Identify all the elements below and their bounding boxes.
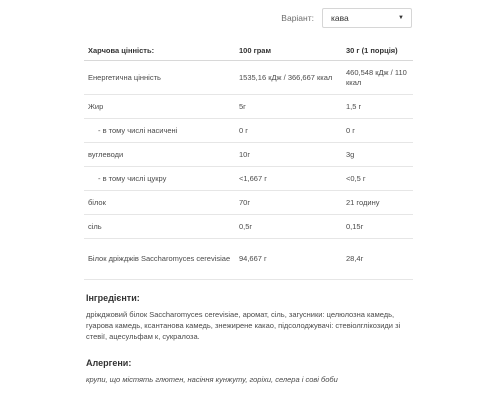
row-value-100g: 1535,16 кДж / 366,667 ккал: [235, 61, 342, 95]
table-row: [84, 95, 413, 119]
row-value-30g: 460,548 кДж / 110 ккал: [342, 61, 413, 95]
row-name: Білок дріжджів Saccharomyces cerevisiae: [84, 239, 235, 280]
row-name: Енергетична цінність: [84, 61, 235, 95]
table-row: [84, 167, 413, 191]
row-value-30g: 0,15г: [342, 215, 413, 239]
table-row: [84, 215, 413, 239]
row-value-100g: 5г: [235, 95, 342, 119]
variant-selected-value: кава: [331, 13, 349, 23]
variant-select[interactable]: [322, 8, 412, 28]
table-row: [84, 191, 413, 215]
nutrition-table: [84, 40, 413, 280]
row-value-100g: <1,667 г: [235, 167, 342, 191]
row-value-30g: 21 годину: [342, 191, 413, 215]
table-row: [84, 119, 413, 143]
row-value-100g: 94,667 г: [235, 239, 342, 280]
row-name: білок: [84, 191, 235, 215]
allergens-text-wrapper: [86, 374, 416, 385]
row-value-30g: <0,5 г: [342, 167, 413, 191]
allergens-section: [86, 358, 416, 385]
ingredients-section: [86, 293, 416, 342]
table-row: [84, 239, 413, 280]
row-name: вуглеводи: [84, 143, 235, 167]
allergens-title: Алергени:: [86, 358, 132, 368]
row-value-30g: 28,4г: [342, 239, 413, 280]
table-row: [84, 143, 413, 167]
variant-selector-row: [281, 8, 412, 28]
chevron-down-icon: ▼: [398, 15, 404, 21]
row-value-100g: 10г: [235, 143, 342, 167]
row-value-30g: 1,5 г: [342, 95, 413, 119]
allergens-text: крупи, що містять глютен, насіння кунжуту, горіхи, селера і сові боби: [86, 375, 338, 384]
row-value-30g: 0 г: [342, 119, 413, 143]
row-value-100g: 0,5г: [235, 215, 342, 239]
header-30g: 30 г (1 порція): [342, 40, 413, 61]
row-name: - в тому числі цукру: [84, 167, 235, 191]
table-row: [84, 61, 413, 95]
table-header-row: [84, 40, 413, 61]
header-nutrition: Харчова цінність:: [84, 40, 235, 61]
row-name: Жир: [84, 95, 235, 119]
ingredients-title: Інгредієнти:: [86, 293, 140, 303]
row-name: сіль: [84, 215, 235, 239]
ingredients-text: дріжджовий білок Saccharomyces cerevisiae, аромат, сіль, загусники: целюлозна камедь, гуарова камедь, ксантанова камедь, знежирене какао, підсолоджувачі: стевіолглікозиди зі стевії, ацесульфам к, сукралоза.: [86, 310, 401, 341]
row-name: - в тому числі насичені: [84, 119, 235, 143]
header-100g: 100 грам: [235, 40, 342, 61]
variant-label: Варіант:: [281, 13, 314, 23]
row-value-100g: 70г: [235, 191, 342, 215]
row-value-100g: 0 г: [235, 119, 342, 143]
row-value-30g: 3g: [342, 143, 413, 167]
